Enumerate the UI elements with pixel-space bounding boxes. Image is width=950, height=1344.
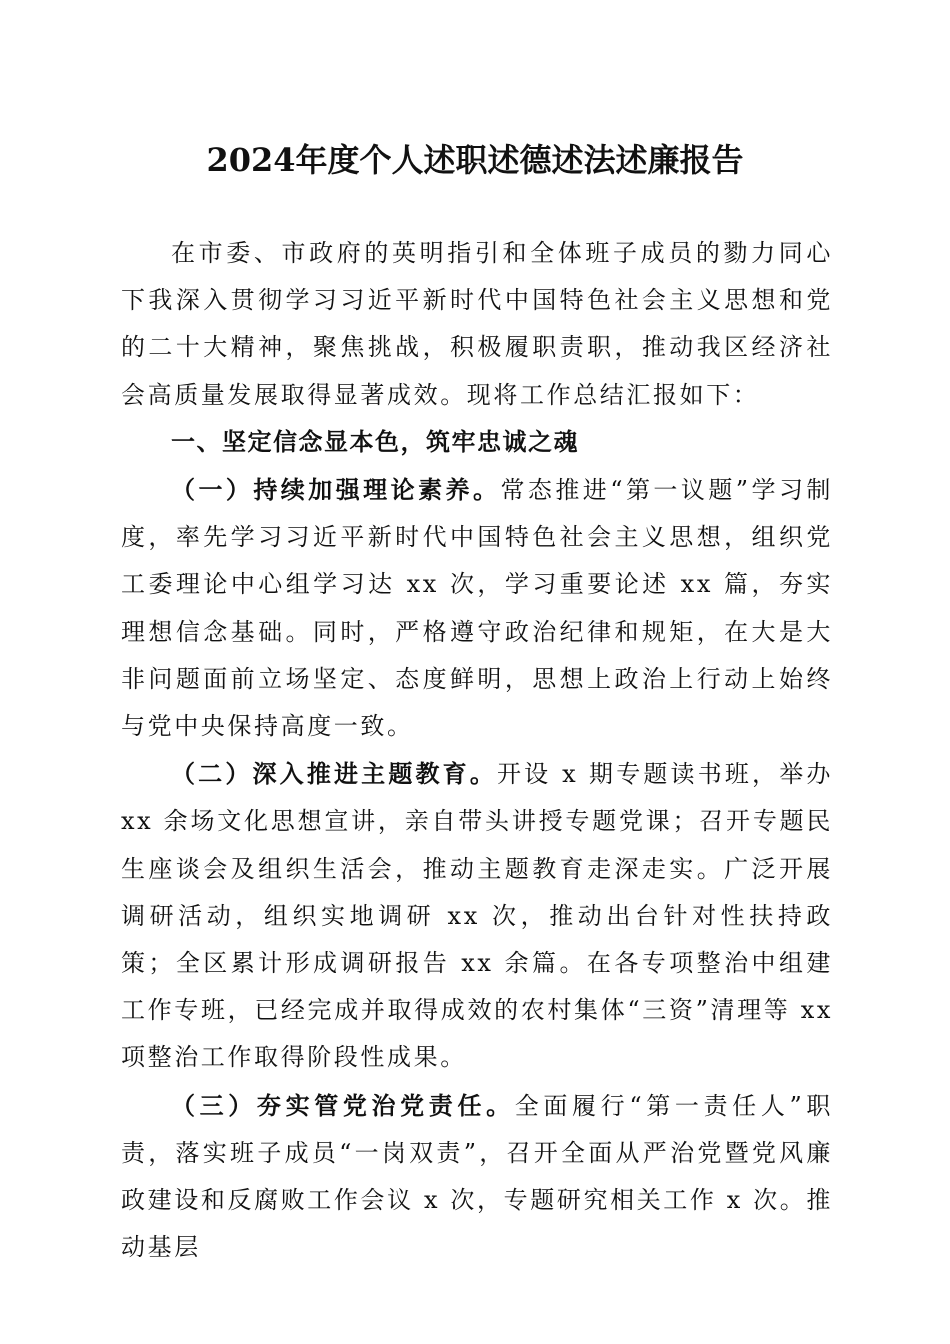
document-body	[121, 230, 833, 1271]
intro-paragraph: 在市委、市政府的英明指引和全体班子成员的勠力同心下我深入贯彻学习习近平新时代中国特色社会主义思想和党的二十大精神，聚焦挑战，积极履职责职，推动我区经济社会高质量发展取得显著成效。现将工作总结汇报如下：	[121, 239, 833, 409]
paragraph-item-2	[121, 750, 833, 1081]
item-3-text: 全面履行“第一责任人”职责，落实班子成员“一岗双责”，召开全面从严治党暨党风廉政建设和反腐败工作会议 x 次，专题研究相关工作 x 次。推动基层	[121, 1091, 833, 1262]
section-heading: 一、坚定信念显本色，筑牢忠诚之魂	[171, 427, 579, 456]
paragraph-item-1	[121, 466, 833, 750]
paragraph-item-3	[121, 1082, 833, 1272]
item-1-label: （一）持续加强理论素养。	[171, 475, 501, 505]
document-title: 2024年度个人述职述德述法述廉报告	[206, 141, 744, 179]
item-3-label: （三）夯实管党治党责任。	[171, 1090, 515, 1120]
item-1-text: 常态推进“第一议题”学习制度，率先学习习近平新时代中国特色社会主义思想，组织党工委理论中心组学习达 xx 次，学习重要论述 xx 篇，夯实理想信念基础。同时，严格遵守政治纪律和规矩，在大是大非问题面前立场坚定、态度鲜明，思想上政治上行动上始终与党中央保持高度一致。	[121, 476, 834, 741]
item-2-text: 开设 x 期专题读书班，举办 xx 余场文化思想宣讲，亲自带头讲授专题党课；召开专题民生座谈会及组织生活会，推动主题教育走深走实。广泛开展调研活动，组织实地调研 xx 次，推动出台针对性扶持政策；全区累计形成调研报告 xx 余篇。在各专项整治中组建工作专班，已经完成并取得成效的农村集体“三资”清理等 xx 项整治工作取得阶段性成果。	[121, 760, 833, 1072]
item-2-label: （二）深入推进主题教育。	[171, 759, 497, 789]
